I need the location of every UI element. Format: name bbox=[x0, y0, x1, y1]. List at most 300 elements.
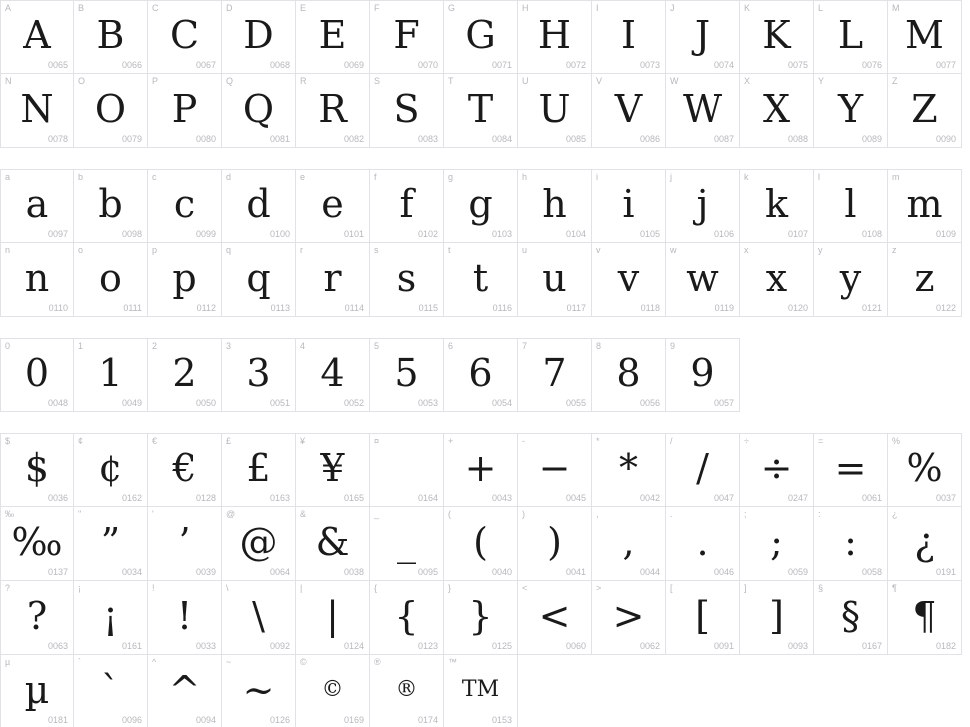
glyph-code: 0048 bbox=[47, 398, 68, 408]
glyph-preview: P bbox=[171, 86, 198, 131]
glyph-cell[interactable] bbox=[74, 169, 148, 243]
glyph-cell[interactable] bbox=[444, 74, 518, 148]
glyph-code: 0082 bbox=[343, 134, 364, 144]
glyph-char-label: 8 bbox=[596, 341, 602, 351]
glyph-code: 0182 bbox=[935, 641, 956, 651]
glyph-code: 0109 bbox=[935, 229, 956, 239]
glyph-char-label: ® bbox=[374, 657, 381, 667]
glyph-preview: − bbox=[538, 446, 571, 490]
glyph-cell[interactable] bbox=[0, 169, 74, 243]
glyph-code: 0049 bbox=[121, 398, 142, 408]
glyph-preview: V bbox=[614, 86, 643, 131]
glyph-cell[interactable] bbox=[222, 507, 296, 581]
glyph-code: 0040 bbox=[491, 567, 512, 577]
glyph-cell[interactable] bbox=[814, 243, 888, 317]
glyph-cell[interactable] bbox=[370, 169, 444, 243]
glyph-code: 0114 bbox=[344, 303, 364, 313]
glyph-cell[interactable] bbox=[296, 507, 370, 581]
glyph-cell[interactable] bbox=[518, 169, 592, 243]
glyph-preview: 3 bbox=[246, 351, 271, 395]
glyph-preview: n bbox=[24, 255, 50, 300]
glyph-preview: U bbox=[538, 86, 571, 131]
glyph-cell[interactable] bbox=[370, 655, 444, 727]
glyph-cell[interactable] bbox=[148, 581, 222, 655]
glyph-preview: T bbox=[467, 86, 494, 131]
glyph-cell[interactable] bbox=[666, 338, 740, 412]
char-block-digits bbox=[0, 338, 970, 412]
glyph-char-label: ¿ bbox=[892, 509, 898, 519]
glyph-code: 0096 bbox=[121, 715, 142, 725]
glyph-preview: d bbox=[246, 182, 271, 226]
glyph-preview: J bbox=[694, 13, 711, 57]
glyph-char-label: E bbox=[300, 3, 307, 13]
glyph-char-label: & bbox=[300, 509, 307, 519]
glyph-code: 0162 bbox=[121, 493, 142, 503]
glyph-cell[interactable] bbox=[148, 507, 222, 581]
glyph-cell[interactable] bbox=[74, 433, 148, 507]
char-block-uppercase bbox=[0, 0, 970, 148]
glyph-preview: K bbox=[762, 13, 791, 57]
glyph-cell[interactable] bbox=[222, 0, 296, 74]
glyph-cell[interactable] bbox=[0, 338, 74, 412]
glyph-code: 0072 bbox=[565, 60, 586, 70]
glyph-code: 0054 bbox=[491, 398, 512, 408]
glyph-char-label: A bbox=[5, 3, 12, 13]
glyph-char-label: ¤ bbox=[374, 436, 380, 446]
glyph-cell[interactable] bbox=[740, 0, 814, 74]
glyph-cell[interactable] bbox=[222, 338, 296, 412]
glyph-cell[interactable] bbox=[222, 581, 296, 655]
glyph-cell[interactable] bbox=[370, 507, 444, 581]
block-spacer bbox=[0, 148, 970, 169]
glyph-char-label: 3 bbox=[226, 341, 232, 351]
glyph-char-label: ~ bbox=[226, 657, 232, 667]
glyph-cell[interactable] bbox=[0, 581, 74, 655]
glyph-cell[interactable] bbox=[592, 243, 666, 317]
glyph-cell[interactable] bbox=[370, 581, 444, 655]
glyph-code: 0060 bbox=[565, 641, 586, 651]
glyph-code: 0163 bbox=[269, 493, 290, 503]
glyph-char-label: € bbox=[152, 436, 158, 446]
glyph-cell[interactable] bbox=[296, 74, 370, 148]
glyph-cell[interactable] bbox=[740, 169, 814, 243]
glyph-char-label: h bbox=[522, 172, 528, 182]
glyph-code: 0102 bbox=[417, 229, 438, 239]
glyph-preview: ; bbox=[770, 519, 783, 564]
glyph-code: 0113 bbox=[270, 303, 290, 313]
glyph-preview: * bbox=[619, 446, 638, 490]
glyph-cell[interactable] bbox=[666, 74, 740, 148]
glyph-cell[interactable] bbox=[814, 169, 888, 243]
glyph-cell[interactable] bbox=[666, 581, 740, 655]
glyph-cell[interactable] bbox=[518, 74, 592, 148]
glyph-char-label: q bbox=[226, 245, 232, 255]
glyph-char-label: $ bbox=[5, 436, 11, 446]
glyph-char-label: d bbox=[226, 172, 232, 182]
glyph-cell[interactable] bbox=[666, 243, 740, 317]
glyph-cell[interactable] bbox=[0, 655, 74, 727]
glyph-preview: 5 bbox=[394, 351, 419, 395]
glyph-char-label: i bbox=[596, 172, 598, 182]
glyph-code: 0071 bbox=[491, 60, 512, 70]
glyph-cell[interactable] bbox=[148, 169, 222, 243]
glyph-code: 0112 bbox=[196, 303, 216, 313]
glyph-preview: µ bbox=[24, 667, 50, 712]
glyph-cell[interactable] bbox=[592, 338, 666, 412]
glyph-cell[interactable] bbox=[74, 507, 148, 581]
glyph-code: 0174 bbox=[417, 715, 438, 725]
glyph-preview: ¡ bbox=[102, 593, 119, 638]
glyph-code: 0120 bbox=[787, 303, 808, 313]
glyph-code: 0111 bbox=[123, 303, 142, 313]
glyph-preview: D bbox=[243, 13, 274, 57]
glyph-cell[interactable] bbox=[518, 338, 592, 412]
glyph-char-label: B bbox=[78, 3, 85, 13]
glyph-preview: O bbox=[94, 86, 127, 131]
glyph-cell[interactable] bbox=[888, 507, 962, 581]
glyph-code: 0167 bbox=[861, 641, 882, 651]
glyph-cell[interactable] bbox=[888, 74, 962, 148]
glyph-cell[interactable] bbox=[370, 0, 444, 74]
glyph-code: 0110 bbox=[48, 303, 68, 313]
glyph-char-label: x bbox=[744, 245, 749, 255]
glyph-char-label: Z bbox=[892, 76, 898, 86]
glyph-cell[interactable] bbox=[296, 581, 370, 655]
glyph-char-label: V bbox=[596, 76, 603, 86]
glyph-char-label: - bbox=[522, 436, 525, 446]
glyph-preview: + bbox=[464, 446, 497, 490]
glyph-cell[interactable] bbox=[296, 655, 370, 727]
glyph-cell[interactable] bbox=[740, 507, 814, 581]
glyph-cell[interactable] bbox=[0, 243, 74, 317]
glyph-preview: y bbox=[839, 255, 862, 300]
glyph-code: 0090 bbox=[935, 134, 956, 144]
glyph-cell[interactable] bbox=[296, 169, 370, 243]
glyph-char-label: G bbox=[448, 3, 456, 13]
glyph-char-label: r bbox=[300, 245, 303, 255]
glyph-preview: S bbox=[393, 86, 420, 131]
glyph-cell[interactable] bbox=[592, 0, 666, 74]
glyph-cell[interactable] bbox=[0, 433, 74, 507]
glyph-cell[interactable] bbox=[74, 74, 148, 148]
glyph-preview: \ bbox=[252, 593, 265, 638]
glyph-cell[interactable] bbox=[222, 169, 296, 243]
glyph-preview: s bbox=[396, 255, 417, 300]
glyph-preview: ( bbox=[473, 519, 488, 564]
glyph-char-label: w bbox=[670, 245, 677, 255]
glyph-code: 0081 bbox=[269, 134, 290, 144]
glyph-preview: [ bbox=[695, 593, 710, 638]
glyph-cell[interactable] bbox=[666, 433, 740, 507]
glyph-cell[interactable] bbox=[296, 243, 370, 317]
glyph-cell[interactable] bbox=[444, 243, 518, 317]
glyph-char-label: J bbox=[670, 3, 675, 13]
glyph-char-label: g bbox=[448, 172, 454, 182]
glyph-code: 0094 bbox=[195, 715, 216, 725]
glyph-code: 0078 bbox=[47, 134, 68, 144]
glyph-preview: b bbox=[98, 182, 123, 226]
glyph-cell[interactable] bbox=[888, 169, 962, 243]
glyph-char-label: o bbox=[78, 245, 84, 255]
glyph-cell[interactable] bbox=[74, 0, 148, 74]
glyph-cell[interactable] bbox=[74, 581, 148, 655]
glyph-code: 0080 bbox=[195, 134, 216, 144]
glyph-preview: 7 bbox=[542, 351, 567, 395]
glyph-code: 0122 bbox=[935, 303, 956, 313]
glyph-char-label: ™ bbox=[448, 657, 457, 667]
glyph-preview: § bbox=[841, 593, 860, 638]
glyph-preview: ¶ bbox=[912, 593, 937, 638]
glyph-code: 0115 bbox=[418, 303, 438, 313]
glyph-cell[interactable] bbox=[74, 338, 148, 412]
glyph-preview: ‰ bbox=[11, 519, 63, 564]
glyph-code: 0104 bbox=[565, 229, 586, 239]
glyph-cell[interactable] bbox=[814, 507, 888, 581]
glyph-preview: { bbox=[394, 593, 419, 638]
glyph-cell[interactable] bbox=[148, 243, 222, 317]
glyph-cell[interactable] bbox=[814, 581, 888, 655]
glyph-code: 0119 bbox=[714, 303, 734, 313]
glyph-cell[interactable] bbox=[518, 243, 592, 317]
glyph-char-label: > bbox=[596, 583, 602, 593]
glyph-cell[interactable] bbox=[666, 169, 740, 243]
glyph-preview: . bbox=[696, 519, 709, 564]
glyph-cell[interactable] bbox=[518, 433, 592, 507]
glyph-code: 0101 bbox=[343, 229, 364, 239]
glyph-code: 0052 bbox=[343, 398, 364, 408]
glyph-cell[interactable] bbox=[148, 655, 222, 727]
glyph-code: 0062 bbox=[639, 641, 660, 651]
glyph-code: 0039 bbox=[195, 567, 216, 577]
glyph-preview: g bbox=[468, 182, 493, 226]
glyph-cell[interactable] bbox=[592, 507, 666, 581]
glyph-cell[interactable] bbox=[444, 0, 518, 74]
glyph-char-label: H bbox=[522, 3, 529, 13]
glyph-preview: < bbox=[538, 593, 571, 638]
glyph-cell[interactable] bbox=[222, 655, 296, 727]
glyph-cell[interactable] bbox=[592, 433, 666, 507]
glyph-char-label: [ bbox=[670, 583, 673, 593]
glyph-preview: ¿ bbox=[914, 519, 935, 564]
glyph-char-label: u bbox=[522, 245, 528, 255]
glyph-preview: B bbox=[96, 13, 125, 57]
glyph-code: 0063 bbox=[47, 641, 68, 651]
glyph-char-label: ! bbox=[152, 583, 155, 593]
glyph-char-label: T bbox=[448, 76, 454, 86]
glyph-char-label: D bbox=[226, 3, 233, 13]
glyph-preview: ` bbox=[101, 667, 120, 712]
glyph-cell[interactable] bbox=[444, 433, 518, 507]
glyph-code: 0058 bbox=[861, 567, 882, 577]
glyph-code: 0164 bbox=[417, 493, 438, 503]
glyph-cell[interactable] bbox=[518, 507, 592, 581]
glyph-char-label: c bbox=[152, 172, 157, 182]
glyph-preview: @ bbox=[239, 519, 278, 564]
glyph-code: 0033 bbox=[195, 641, 216, 651]
glyph-cell[interactable] bbox=[444, 507, 518, 581]
glyph-cell[interactable] bbox=[296, 338, 370, 412]
glyph-code: 0065 bbox=[47, 60, 68, 70]
glyph-cell[interactable] bbox=[666, 0, 740, 74]
glyph-code: 0128 bbox=[195, 493, 216, 503]
glyph-preview: o bbox=[99, 255, 122, 300]
char-block-lowercase bbox=[0, 169, 970, 317]
glyph-code: 0064 bbox=[269, 567, 290, 577]
glyph-preview: } bbox=[468, 593, 493, 638]
glyph-char-label: p bbox=[152, 245, 158, 255]
glyph-code: 0073 bbox=[639, 60, 660, 70]
glyph-cell[interactable] bbox=[814, 433, 888, 507]
glyph-cell[interactable] bbox=[444, 169, 518, 243]
glyph-char-label: N bbox=[5, 76, 12, 86]
glyph-cell[interactable] bbox=[222, 243, 296, 317]
glyph-char-label: % bbox=[892, 436, 901, 446]
glyph-cell[interactable] bbox=[370, 338, 444, 412]
glyph-cell[interactable] bbox=[888, 433, 962, 507]
glyph-preview: 6 bbox=[468, 351, 493, 395]
glyph-cell[interactable] bbox=[148, 338, 222, 412]
glyph-code: 0067 bbox=[195, 60, 216, 70]
glyph-char-label: 6 bbox=[448, 341, 454, 351]
glyph-code: 0083 bbox=[417, 134, 438, 144]
glyph-preview: , bbox=[622, 519, 635, 564]
glyph-cell[interactable] bbox=[74, 655, 148, 727]
glyph-code: 0088 bbox=[787, 134, 808, 144]
glyph-code: 0045 bbox=[565, 493, 586, 503]
block-spacer bbox=[0, 412, 970, 433]
glyph-cell[interactable] bbox=[296, 0, 370, 74]
glyph-cell[interactable] bbox=[518, 0, 592, 74]
glyph-preview: t bbox=[472, 255, 489, 300]
glyph-cell[interactable] bbox=[296, 433, 370, 507]
glyph-char-label: L bbox=[818, 3, 824, 13]
glyph-cell[interactable] bbox=[444, 338, 518, 412]
glyph-code: 0093 bbox=[787, 641, 808, 651]
glyph-preview: j bbox=[696, 182, 709, 226]
glyph-preview: v bbox=[617, 255, 640, 300]
glyph-cell[interactable] bbox=[370, 74, 444, 148]
glyph-cell[interactable] bbox=[888, 243, 962, 317]
glyph-cell[interactable] bbox=[814, 74, 888, 148]
glyph-code: 0069 bbox=[343, 60, 364, 70]
glyph-cell[interactable] bbox=[370, 433, 444, 507]
glyph-preview: _ bbox=[397, 519, 416, 564]
glyph-cell[interactable] bbox=[814, 0, 888, 74]
glyph-char-label: ] bbox=[744, 583, 747, 593]
glyph-code: 0181 bbox=[47, 715, 68, 725]
glyph-preview: A bbox=[23, 13, 51, 57]
glyph-code: 0077 bbox=[935, 60, 956, 70]
glyph-char-label: | bbox=[300, 583, 303, 593]
glyph-preview: F bbox=[393, 13, 420, 57]
glyph-char-label: ‰ bbox=[5, 509, 14, 519]
glyph-cell[interactable] bbox=[148, 433, 222, 507]
glyph-char-label: < bbox=[522, 583, 528, 593]
glyph-cell[interactable] bbox=[740, 243, 814, 317]
glyph-cell[interactable] bbox=[0, 74, 74, 148]
glyph-code: 0123 bbox=[417, 641, 438, 651]
glyph-char-label: ¶ bbox=[892, 583, 897, 593]
glyph-cell[interactable] bbox=[222, 74, 296, 148]
glyph-cell[interactable] bbox=[592, 581, 666, 655]
glyph-preview: ^ bbox=[168, 667, 201, 712]
glyph-code: 0137 bbox=[47, 567, 68, 577]
glyph-preview: 1 bbox=[98, 351, 123, 395]
glyph-code: 0121 bbox=[861, 303, 882, 313]
glyph-cell[interactable] bbox=[666, 507, 740, 581]
glyph-code: 0068 bbox=[269, 60, 290, 70]
glyph-preview: N bbox=[20, 86, 54, 131]
glyph-cell[interactable] bbox=[740, 433, 814, 507]
glyph-preview: w bbox=[686, 255, 719, 300]
glyph-preview: r bbox=[323, 255, 342, 300]
glyph-cell[interactable] bbox=[148, 0, 222, 74]
glyph-preview: % bbox=[906, 446, 943, 490]
glyph-cell[interactable] bbox=[888, 0, 962, 74]
glyph-preview: Q bbox=[242, 86, 275, 131]
glyph-preview: 4 bbox=[320, 351, 345, 395]
glyph-cell[interactable] bbox=[592, 74, 666, 148]
glyph-cell[interactable] bbox=[592, 169, 666, 243]
glyph-char-label: ^ bbox=[152, 657, 157, 667]
glyph-preview: & bbox=[315, 519, 350, 564]
glyph-char-label: § bbox=[818, 583, 824, 593]
glyph-char-label: b bbox=[78, 172, 84, 182]
glyph-preview: ] bbox=[769, 593, 784, 638]
glyph-cell[interactable] bbox=[740, 581, 814, 655]
glyph-char-label: C bbox=[152, 3, 159, 13]
glyph-char-label: X bbox=[744, 76, 751, 86]
glyph-cell[interactable] bbox=[444, 581, 518, 655]
glyph-char-label: f bbox=[374, 172, 377, 182]
glyph-code: 0108 bbox=[861, 229, 882, 239]
glyph-preview: $ bbox=[24, 446, 50, 490]
glyph-preview: q bbox=[246, 255, 271, 300]
glyph-char-label: 5 bbox=[374, 341, 380, 351]
glyph-cell[interactable] bbox=[0, 507, 74, 581]
glyph-code: 0076 bbox=[861, 60, 882, 70]
glyph-cell[interactable] bbox=[222, 433, 296, 507]
glyph-preview: L bbox=[837, 13, 864, 57]
glyph-cell[interactable] bbox=[444, 655, 518, 727]
glyph-cell[interactable] bbox=[370, 243, 444, 317]
glyph-cell[interactable] bbox=[740, 74, 814, 148]
glyph-preview: ¢ bbox=[98, 446, 123, 490]
glyph-char-label: \ bbox=[226, 583, 229, 593]
glyph-preview: k bbox=[764, 182, 789, 226]
glyph-char-label: t bbox=[448, 245, 451, 255]
glyph-preview: X bbox=[762, 86, 791, 131]
glyph-char-label: Y bbox=[818, 76, 825, 86]
glyph-code: 0044 bbox=[639, 567, 660, 577]
glyph-cell[interactable] bbox=[518, 581, 592, 655]
glyph-preview: ’ bbox=[178, 519, 191, 564]
glyph-code: 0047 bbox=[713, 493, 734, 503]
glyph-cell[interactable] bbox=[0, 0, 74, 74]
glyph-cell[interactable] bbox=[74, 243, 148, 317]
glyph-code: 0053 bbox=[417, 398, 438, 408]
glyph-code: 0061 bbox=[861, 493, 882, 503]
glyph-char-label: S bbox=[374, 76, 381, 86]
glyph-char-label: ( bbox=[448, 509, 451, 519]
glyph-cell[interactable] bbox=[888, 581, 962, 655]
glyph-char-label: µ bbox=[5, 657, 11, 667]
glyph-cell[interactable] bbox=[148, 74, 222, 148]
char-block-symbols bbox=[0, 433, 970, 727]
glyph-code: 0091 bbox=[713, 641, 734, 651]
glyph-char-label: F bbox=[374, 3, 380, 13]
glyph-char-label: O bbox=[78, 76, 86, 86]
